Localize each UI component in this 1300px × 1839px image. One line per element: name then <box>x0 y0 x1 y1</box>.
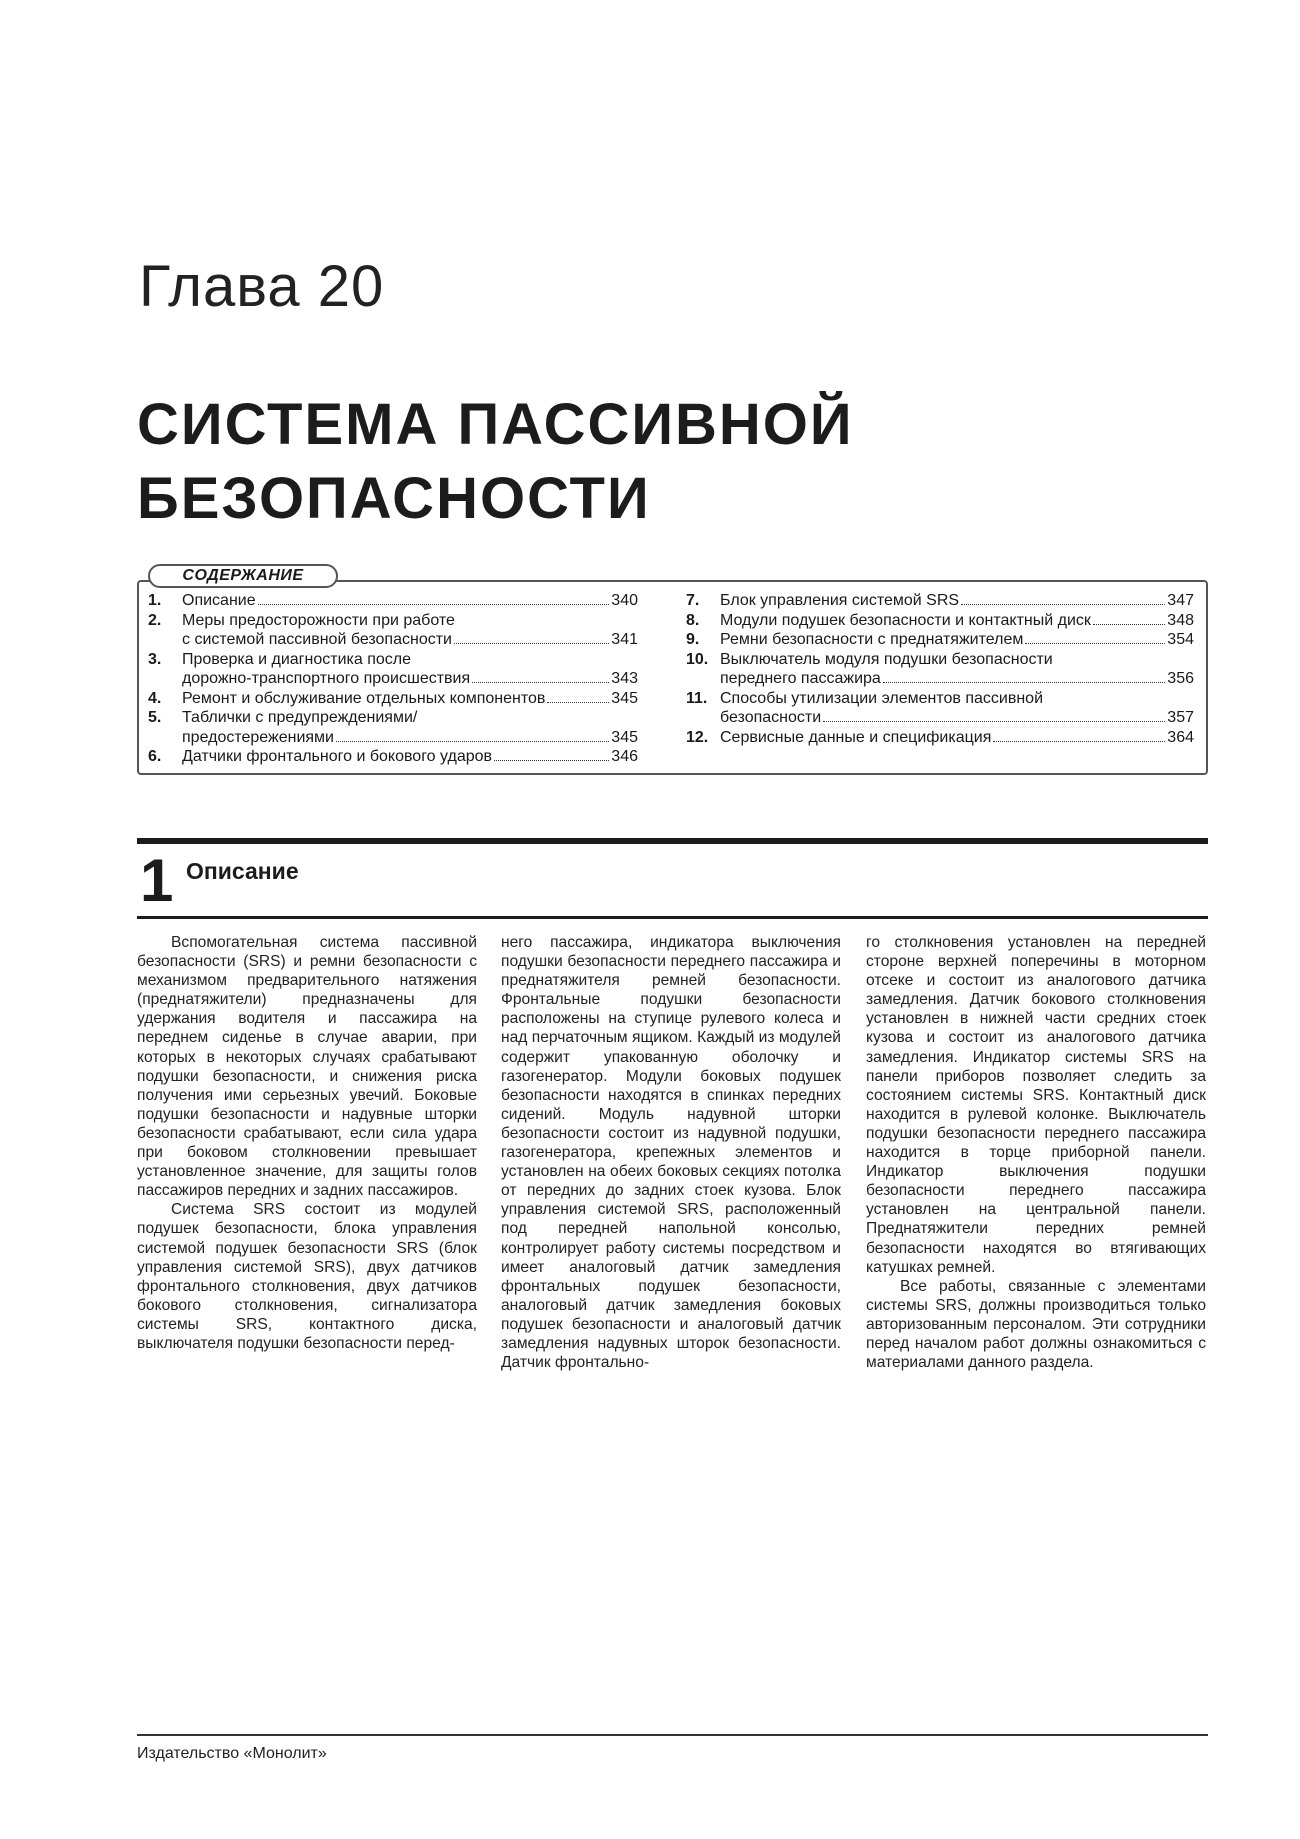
contents-item <box>686 611 1194 631</box>
section-number: 1 <box>140 847 174 914</box>
contents-item <box>148 689 638 709</box>
footer-rule <box>137 1734 1208 1736</box>
contents-item <box>148 708 638 747</box>
contents-item-line <box>182 591 638 611</box>
contents-item-body <box>182 708 638 747</box>
contents-item-number: 7. <box>686 592 700 609</box>
contents-item-number: 2. <box>148 611 162 629</box>
contents-item-body <box>720 689 1194 728</box>
contents-item-number: 12. <box>686 728 709 746</box>
contents-leader-dots <box>1093 624 1165 625</box>
contents-item-title: Меры предосторожности при работе <box>182 611 455 629</box>
contents-item <box>686 650 1194 689</box>
body-column-2 <box>501 933 841 1372</box>
contents-item-line <box>182 689 638 709</box>
contents-item <box>686 689 1194 728</box>
contents-item-page: 343 <box>611 670 638 687</box>
body-paragraph: Вспомогательная система пассивной безопасности (SRS) и ремни безопасности с механизмом предварительного натяжения (преднатяжители) предназначены для удержания водителя и пассажира на переднем сиденье в случае аварии, при которых в некоторых случаях срабатывают подушки безопасности, и снижения риска получения ими серьезных увечий. Боковые подушки безопасности и надувные шторки безопасности срабатывают, если сила удара при боковом столкновении превышает установленное значение, для защиты голов пассажиров передних и задних пассажиров. <box>137 934 477 1200</box>
contents-leader-dots <box>258 604 610 605</box>
contents-item-number: 10. <box>686 650 709 668</box>
contents-item-number: 5. <box>148 709 162 726</box>
contents-item-number: 3. <box>148 650 162 668</box>
contents-item-title: Датчики фронтального и бокового ударов <box>182 748 493 765</box>
contents-column-left <box>148 591 638 767</box>
contents-item-title: Сервисные данные и спецификация <box>720 728 992 746</box>
contents-item-number: 1. <box>148 592 162 609</box>
contents-item-title: Ремонт и обслуживание отдельных компонентов <box>182 689 546 707</box>
contents-item-number: 11. <box>686 689 708 707</box>
contents-item-title: переднего пассажира <box>720 670 881 687</box>
contents-item-body <box>182 591 638 611</box>
contents-item-page: 346 <box>611 748 638 765</box>
contents-item-title: с системой пассивной безопасности <box>182 631 452 648</box>
body-paragraph: го столкновения установлен на передней стороне верхней поперечины в моторном отсеке и состоит из аналогового датчика замедления. Датчик бокового столкновения установлен в нижней части средних стоек кузова и состоит из аналогового датчика замедления. Индикатор системы SRS на панели приборов позволяет следить за состоянием системы SRS. Контактный диск находится в рулевой колонке. Выключатель подушки безопасности переднего пассажира находится в торце приборной панели. Индикатор выключения подушки безопасности переднего пассажира установлен на центральной панели. Преднатяжители передних ремней безопасности находятся во втягивающих катушках ремней. <box>866 934 1206 1276</box>
contents-item-body <box>720 630 1194 650</box>
contents-item-page: 345 <box>611 689 638 707</box>
contents-item-body <box>182 689 638 709</box>
contents-item-page: 357 <box>1167 709 1194 726</box>
contents-item-page: 354 <box>1167 631 1194 648</box>
contents-item-line <box>182 669 638 689</box>
contents-leader-dots <box>1025 643 1165 644</box>
contents-item-title: безопасности <box>720 709 822 726</box>
section-title: Описание <box>186 858 299 884</box>
section-rule-bottom <box>137 916 1208 919</box>
contents-item-body <box>182 747 638 767</box>
contents-item-page: 347 <box>1167 592 1194 609</box>
contents-item-title: Описание <box>182 592 256 609</box>
contents-item-number: 4. <box>148 689 162 707</box>
contents-item-line <box>720 728 1194 748</box>
contents-item-line <box>182 728 638 748</box>
body-paragraph: Все работы, связанные с элементами системы SRS, должны производиться только авторизованным персоналом. Эти сотрудники перед началом работ должны ознакомиться с материалами данного раздела. <box>866 1277 1206 1372</box>
contents-leader-dots <box>454 643 609 644</box>
contents-item-body <box>720 591 1194 611</box>
body-column-3 <box>866 933 1206 1372</box>
contents-item-title: Таблички с предупреждениями/ <box>182 709 418 726</box>
contents-item <box>148 747 638 767</box>
contents-leader-dots <box>993 741 1165 742</box>
contents-item <box>148 650 638 689</box>
contents-item-line <box>182 747 638 767</box>
contents-item-body <box>182 650 638 689</box>
contents-leader-dots <box>961 604 1165 605</box>
contents-item <box>686 728 1194 748</box>
contents-item-title: Ремни безопасности с преднатяжителем <box>720 631 1024 648</box>
body-paragraph: него пассажира, индикатора выключения подушки безопасности переднего пассажира и преднатяжителя ремней безопасности. Фронтальные подушки безопасности расположены на ступице рулевого колеса и над перчаточным ящиком. Каждый из модулей содержит упакованную оболочку и газогенератор. Модули боковых подушек безопасности находятся в спинках передних сидений. Модуль надувной шторки безопасности состоит из надувной подушки, газогенератора, крепежных элементов и установлен на обеих боковых секциях потолка от передних до задних стоек кузова. Блок управления системой SRS, расположенный под передней напольной консолью, контролирует работу системы посредством и имеет аналоговый датчик замедления фронтальных подушек безопасности, аналоговый датчик замедления боковых подушек безопасности и аналоговый датчик замедления надувных шторок безопасности. Датчик фронтально- <box>501 934 841 1372</box>
contents-column-right <box>686 591 1194 747</box>
body-column-1 <box>137 933 477 1353</box>
contents-heading: СОДЕРЖАНИЕ <box>148 564 338 588</box>
contents-item-title: Способы утилизации элементов пассивной <box>720 689 1044 707</box>
contents-item-page: 345 <box>611 728 638 746</box>
contents-item-number: 8. <box>686 611 700 629</box>
contents-item-title: Выключатель модуля подушки безопасности <box>720 650 1053 668</box>
contents-item-body <box>182 611 638 650</box>
contents-item-page: 356 <box>1167 670 1194 687</box>
chapter-label: Глава 20 <box>139 254 385 319</box>
contents-item-body <box>720 728 1194 748</box>
contents-leader-dots <box>336 741 609 742</box>
contents-leader-dots <box>883 682 1165 683</box>
contents-leader-dots <box>494 760 609 761</box>
contents-item-title: Проверка и диагностика после <box>182 650 411 668</box>
contents-item-number: 9. <box>686 631 700 648</box>
contents-item-title: предостережениями <box>182 728 334 746</box>
contents-item-page: 364 <box>1167 728 1194 746</box>
contents-item-line <box>720 708 1194 728</box>
contents-item <box>686 591 1194 611</box>
contents-item-line <box>720 591 1194 611</box>
contents-leader-dots <box>823 721 1165 722</box>
section-rule-top <box>137 838 1208 844</box>
contents-item-number: 6. <box>148 748 162 765</box>
chapter-title-line2: БЕЗОПАСНОСТИ <box>137 466 651 531</box>
contents-item-line <box>182 630 638 650</box>
contents-item-body <box>720 650 1194 689</box>
contents-item <box>148 591 638 611</box>
contents-leader-dots <box>472 682 609 683</box>
contents-item-title: Блок управления системой SRS <box>720 592 960 609</box>
contents-item <box>148 611 638 650</box>
contents-item-line <box>720 611 1194 631</box>
chapter-title-line1: СИСТЕМА ПАССИВНОЙ <box>137 392 854 457</box>
contents-item-line <box>720 669 1194 689</box>
contents-item-page: 340 <box>611 592 638 609</box>
contents-item-page: 348 <box>1167 611 1194 629</box>
contents-item-page: 341 <box>611 631 638 648</box>
footer-publisher: Издательство «Монолит» <box>137 1745 327 1762</box>
contents-item-body <box>720 611 1194 631</box>
contents-item-title: дорожно-транспортного происшествия <box>182 670 471 687</box>
contents-item <box>686 630 1194 650</box>
body-paragraph: Система SRS состоит из модулей подушек безопасности, блока управления системой подушек безопасности SRS (блок управления системой SRS), двух датчиков фронтального столкновения, двух датчиков бокового столкновения, сигнализатора системы SRS, контактного диска, выключателя подушки безопасности перед- <box>137 1201 477 1352</box>
contents-leader-dots <box>547 702 609 703</box>
contents-item-line <box>720 630 1194 650</box>
contents-item-title: Модули подушек безопасности и контактный диск <box>720 611 1091 629</box>
chapter-title <box>137 388 854 536</box>
